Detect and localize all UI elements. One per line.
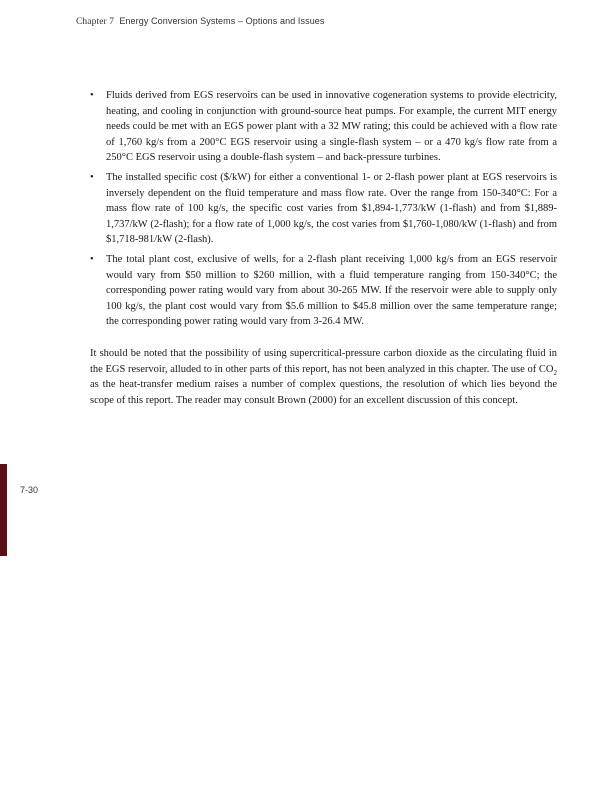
bullet-icon: • [90, 171, 94, 183]
bullet-text: The total plant cost, exclusive of wells, for a 2-flash plant receiving 1,000 kg/s from an EGS reservoir would vary from $50 million to $260 million, with a fluid temperature ranging from 150-340°C; the corresponding power rating would vary from about 30-265 MW. If the reservoir were able to supply only 100 kg/s, the plant cost would vary from $5.6 million to $45.8 million over the same temperature range; the corresponding power rating would vary from 3-26.4 MW. [106, 253, 557, 328]
list-item [90, 252, 557, 330]
body-content [90, 88, 557, 419]
page-number: 7-30 [20, 485, 39, 495]
bullet-list [90, 88, 557, 330]
list-item [90, 88, 557, 166]
closing-text-part2: as the heat-transfer medium raises a number of complex questions, the resolution of which lies beyond the scope of this report. The reader may consult Brown (2000) for an excellent discussion of this concept. [90, 379, 557, 406]
bullet-icon: • [90, 253, 94, 265]
bullet-text: The installed specific cost ($/kW) for either a conventional 1- or 2-flash power plant at EGS reservoirs is inversely dependent on the fluid temperature and mass flow rate. Over the range from 150-340°C: For a mass flow rate of 100 kg/s, the specific cost varies from $1,894-1,773/kW (1-flash) and from $1,889-1,737/kW (2-flash); for a flow rate of 1,000 kg/s, the cost varies from $1,760-1,080/kW (1-flash) and from $1,718-981/kW (2-flash). [106, 171, 557, 246]
chapter-label: Chapter 7 [76, 17, 115, 27]
running-header [76, 16, 325, 27]
bullet-text: Fluids derived from EGS reservoirs can be used in innovative cogeneration systems to provide electricity, heating, and cooling in conjunction with ground-source heat pumps. For example, the current MIT energy needs could be met with an EGS power plant with a 32 MW rating; this could be achieved with a flow rate of 1,760 kg/s from a 200°C EGS reservoir using a single-flash system – or a 470 kg/s flow rate from a 250°C EGS reservoir using a double-flash system – and back-pressure turbines. [106, 90, 557, 164]
chapter-title: Energy Conversion Systems – Options and Issues [119, 16, 325, 26]
bullet-icon: • [90, 90, 94, 101]
chapter-side-tab [0, 464, 7, 556]
closing-text-part1: It should be noted that the possibility of using supercritical-pressure carbon dioxide as the circulating fluid in the EGS reservoir, alluded to in other parts of this report, has not been analyzed in this chapter. The use of CO [90, 347, 557, 375]
closing-paragraph [90, 346, 557, 408]
co2-subscript: 2 [553, 368, 557, 377]
list-item [90, 170, 557, 248]
